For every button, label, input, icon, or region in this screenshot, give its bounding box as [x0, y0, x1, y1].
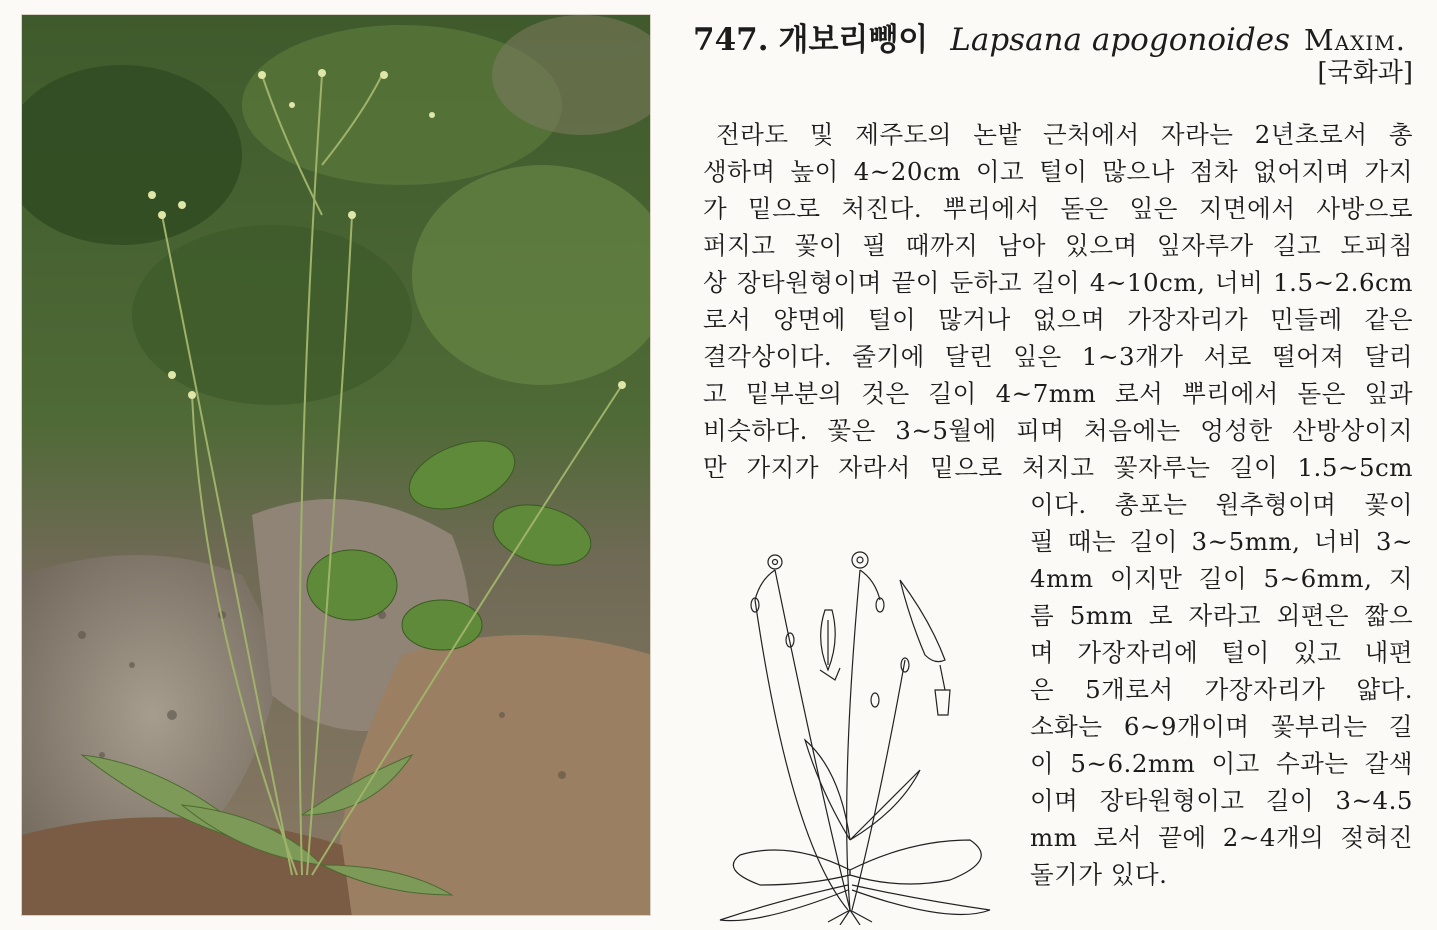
author-name: Maxim.: [1304, 23, 1406, 57]
description-line: 름 5mm 로 자라고 외편은 짧으: [1030, 601, 1413, 630]
korean-name: 개보리뺑이: [778, 22, 929, 58]
description-line: 돌기가 있다.: [1030, 860, 1168, 889]
description-line: 결각상이다. 줄기에 달린 잎은 1~3개가 서로 떨어져 달리: [703, 342, 1413, 371]
family-label: [국화과]: [1317, 58, 1413, 88]
plant-photo-illustration: [22, 15, 651, 916]
description-line: 고 밑부분의 것은 길이 4~7mm 로서 뿌리에서 돋은 잎과: [703, 379, 1413, 408]
description-line: 4mm 이지만 길이 5~6mm, 지: [1030, 564, 1413, 593]
latin-name: Lapsana apogonoides: [950, 22, 1290, 58]
description-line: 이다. 총포는 원추형이며 꽃이: [1030, 490, 1413, 519]
plant-photo: [21, 14, 651, 916]
description-line: 며 가장자리에 털이 있고 내편: [1030, 638, 1413, 667]
description-line: 생하며 높이 4~20cm 이고 털이 많으나 점차 없어지며 가지: [703, 157, 1413, 186]
description-line: 필 때는 길이 3~5mm, 너비 3~: [1030, 527, 1413, 556]
botanical-line-drawing: [700, 540, 1010, 925]
description-line: 가 밑으로 처진다. 뿌리에서 돋은 잎은 지면에서 사방으로: [703, 194, 1413, 223]
description-line: 소화는 6~9개이며 꽃부리는 길: [1030, 712, 1413, 741]
description-line: mm 로서 끝에 2~4개의 젖혀진: [1030, 823, 1413, 852]
description-line: 로서 양면에 털이 많거나 없으며 가장자리가 민들레 같은: [703, 305, 1413, 334]
description-line: 비슷하다. 꽃은 3~5월에 피며 처음에는 엉성한 산방상이지: [703, 416, 1413, 445]
description-line: 상 장타원형이며 끝이 둔하고 길이 4~10cm, 너비 1.5~2.6cm: [703, 268, 1413, 297]
description-line: 전라도 및 제주도의 논밭 근처에서 자라는 2년초로서 총: [716, 120, 1413, 149]
description-line: 만 가지가 자라서 밑으로 처지고 꽃자루는 길이 1.5~5cm: [703, 453, 1413, 482]
entry-number: 747.: [693, 22, 769, 58]
botanical-drawing-illustration: [700, 540, 1010, 925]
description-line: 퍼지고 꽃이 필 때까지 남아 있으며 잎자루가 길고 도피침: [703, 231, 1413, 260]
entry-title: [693, 14, 1413, 62]
description-line: 은 5개로서 가장자리가 얇다.: [1030, 675, 1413, 704]
description-line: 이 5~6.2mm 이고 수과는 갈색: [1030, 749, 1413, 778]
description-line: 이며 장타원형이고 길이 3~4.5: [1030, 786, 1413, 815]
